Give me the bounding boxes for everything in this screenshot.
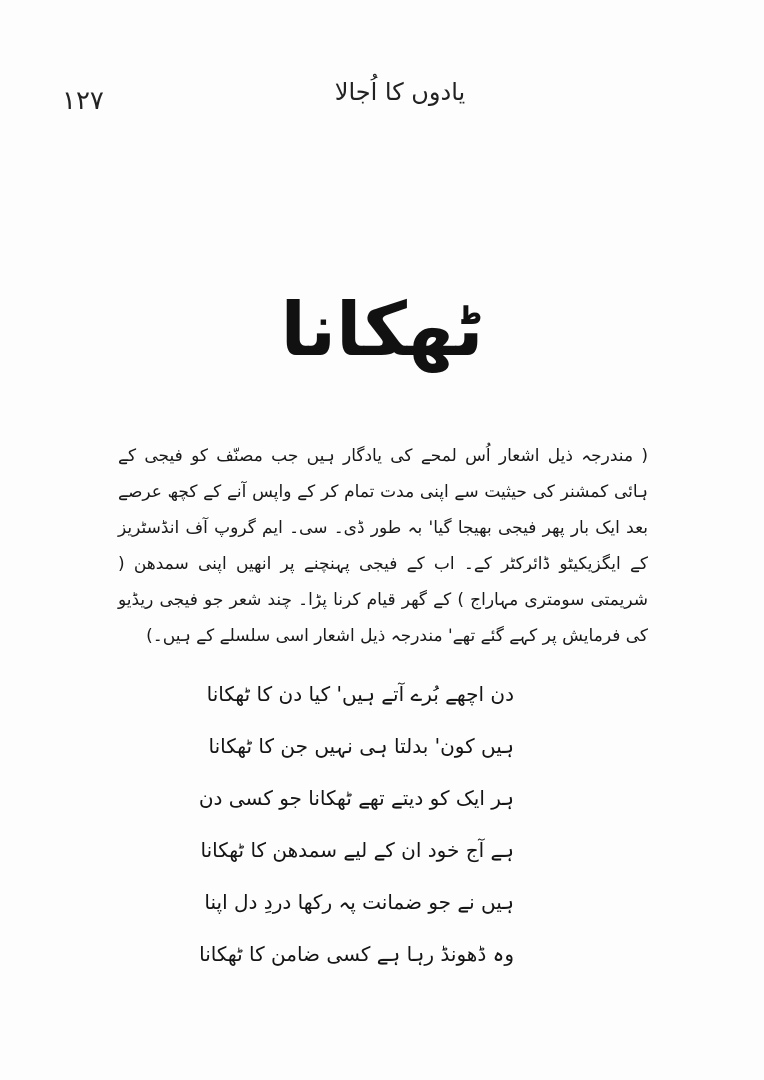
chapter-title: ٹھکانا <box>280 287 484 373</box>
intro-paragraph: ( مندرجہ ذیل اشعار اُس لمحے کی یادگار ہیں جب مصنّف کو فیجی کے ہائی کمشنر کی حیثیت سے اپنی مدت تمام کر کے واپس آنے کے کچھ عرصے بعد ایک بار پھر فیجی بھیجا گیا' بہ طور ڈی۔ سی۔ ایم گروپ آف انڈسٹریز کے ایگزیکیٹو ڈائرکٹر کے۔ اب کے فیجی پہنچنے پر انھیں اپنی سمدھن ( شریمتی سومتری مہاراج ) کے گھر قیام کرنا پڑا۔ چند شعر جو فیجی ریڈیو کی فرمایش پر کہے گئے تھے' مندرجہ ذیل اشعار اسی سلسلے کے ہیں۔) <box>118 446 648 646</box>
verse-line: ہیں نے جو ضمانت پہ رکھا دردِ دل اپنا <box>204 890 514 914</box>
verse-line: ہر ایک کو دیتے تھے ٹھکانا جو کسی دن <box>198 786 514 810</box>
running-header: یادوں کا اُجالا <box>334 78 466 106</box>
page-number: ۱۲۷ <box>62 86 104 116</box>
verse-line: دن اچھے بُرے آتے ہیں' کیا دن کا ٹھکانا <box>206 682 514 706</box>
verse-line: وہ ڈھونڈ رہا ہے کسی ضامن کا ٹھکانا <box>199 942 514 966</box>
verse-line: ہیں کون' بدلتا ہی نہیں جن کا ٹھکانا <box>208 734 514 758</box>
verse-line: ہے آج خود ان کے لیے سمدھن کا ٹھکانا <box>200 838 514 862</box>
poem-verses <box>198 668 514 980</box>
